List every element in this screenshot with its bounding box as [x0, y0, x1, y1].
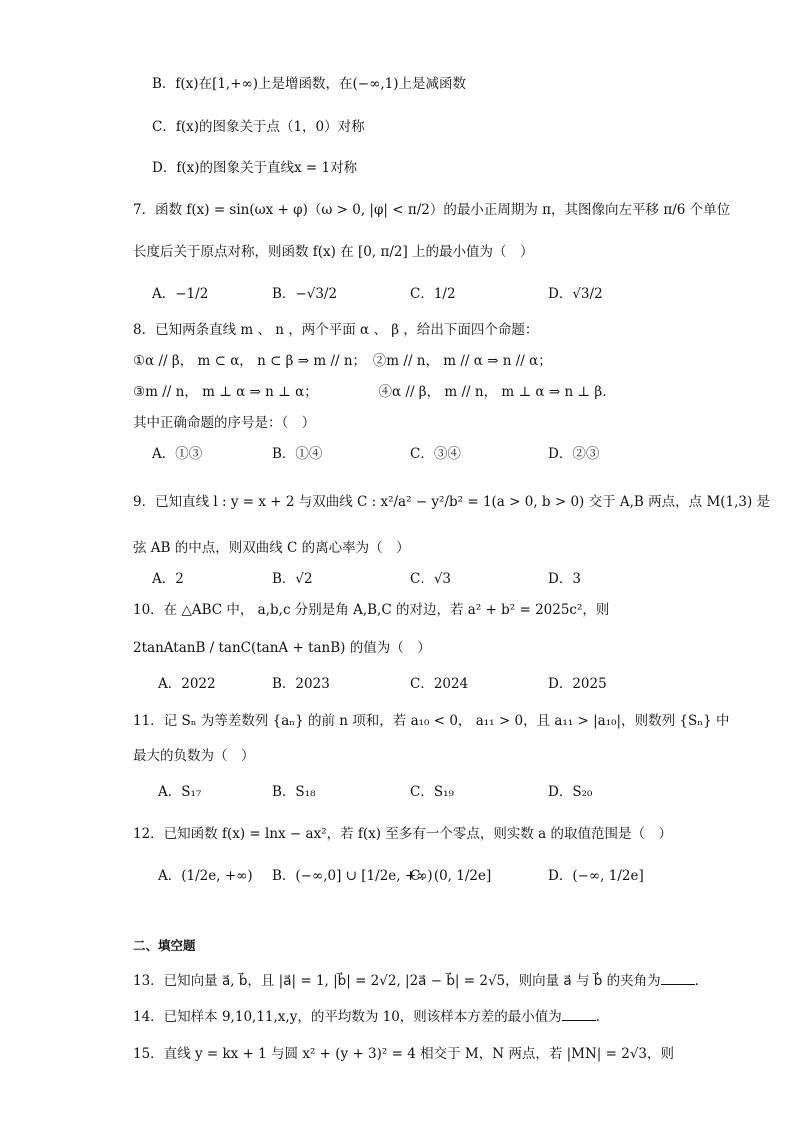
option-a: A．(1/2e, +∞): [158, 868, 253, 884]
option-a: A．①③: [152, 446, 203, 462]
option-d: D．3: [548, 571, 581, 587]
option-b: B．2023: [272, 676, 330, 692]
question-7-line-2: 长度后关于原点对称，则函数 f(x) 在 [0, π/2] 上的最小值为（ ）: [133, 244, 534, 260]
question-13: [133, 969, 708, 989]
question-15: [133, 1042, 674, 1062]
section-title: 二、填空题: [133, 938, 196, 953]
option-b: B．S₁₈: [272, 784, 316, 800]
question-11-line-1: 11．记 Sₙ 为等差数列 {aₙ} 的前 n 项和，若 a₁₀ < 0， a₁₁ > 0，且 a₁₁ > |a₁₀|，则数列 {Sₙ} 中: [133, 713, 730, 729]
option-d: D．②③: [548, 446, 600, 462]
question-11-line-2: 最大的负数为（ ）: [133, 748, 255, 764]
question-7-line-1: 7．函数 f(x) = sin(ωx + φ)（ω > 0, |φ| < π/2）的最小正周期为 π，其图像向左平移 π/6 个单位: [133, 202, 731, 218]
option-d: D．S₂₀: [548, 784, 593, 800]
option-c: C．③④: [410, 446, 461, 462]
option-a: A．S₁₇: [158, 784, 202, 800]
option-b: B．①④: [272, 446, 323, 462]
option-a: A．2: [152, 571, 184, 587]
question-14: [133, 1005, 609, 1025]
option-b: B．(−∞,0] ∪ [1/2e, +∞): [272, 868, 433, 884]
question-8-line-1: 8．已知两条直线 m 、 n ，两个平面 α 、 β ，给出下面四个命题：: [133, 322, 539, 338]
option-b: B．√2: [272, 571, 313, 587]
question-9-line-1: 9．已知直线 l : y = x + 2 与双曲线 C : x²/a² − y²/b² = 1(a > 0, b > 0) 交于 A,B 两点，点 M(1,3) 是: [133, 494, 771, 510]
answer-blank[interactable]: [562, 1008, 596, 1021]
option-c: C．S₁₉: [410, 784, 454, 800]
question-10-line-1: 10．在 △ABC 中， a,b,c 分别是角 A,B,C 的对边，若 a² + b² = 2025c²，则: [133, 602, 610, 618]
question-9-line-2: 弦 AB 的中点，则双曲线 C 的离心率为（ ）: [133, 540, 410, 556]
question-10-line-2: 2tanAtanB / tanC(tanA + tanB) 的值为（ ）: [133, 640, 431, 656]
option-b: B．−√3/2: [272, 286, 338, 302]
option-d: D．√3/2: [548, 286, 603, 302]
question-12-line-1: 12．已知函数 f(x) = lnx − ax²，若 f(x) 至多有一个零点，则实数 a 的取值范围是（ ）: [133, 826, 672, 842]
option-a: A．2022: [158, 676, 216, 692]
question-13-text: 13．已知向量 a⃗, b⃗，且 |a⃗| = 1, |b⃗| = 2√2, |2a⃗ − b⃗| = 2√5，则向量 a⃗ 与 b⃗ 的夹角为: [133, 973, 661, 989]
option-d: D．(−∞, 1/2e]: [548, 868, 644, 884]
option-a: A．−1/2: [152, 286, 209, 302]
answer-blank[interactable]: [661, 972, 695, 985]
question-15-text: 15．直线 y = kx + 1 与圆 x² + (y + 3)² = 4 相交于 M，N 两点，若 |MN| = 2√3，则: [133, 1046, 675, 1062]
option-line: C．f(x)的图象关于点（1，0）对称: [152, 119, 365, 135]
option-line: B．f(x)在[1,+∞)上是增函数，在(−∞,1)上是减函数: [152, 76, 467, 92]
question-8-line-4: 其中正确命题的序号是：（ ）: [133, 415, 316, 431]
option-c: C．√3: [410, 571, 452, 587]
option-c: C．(0, 1/2e]: [410, 868, 492, 884]
question-13-tail: ．: [694, 973, 709, 989]
option-c: C．1/2: [410, 286, 456, 302]
question-14-text: 14．已知样本 9,10,11,x,y，的平均数为 10，则该样本方差的最小值为: [133, 1009, 562, 1025]
question-8-line-3: ③m // n， m ⊥ α ⇒ n ⊥ α； ④α // β， m // n， m ⊥ α ⇒ n ⊥ β.: [133, 384, 607, 400]
question-14-tail: ．: [595, 1009, 610, 1025]
option-d: D．2025: [548, 676, 607, 692]
question-8-line-2: ①α // β， m ⊂ α， n ⊂ β ⇒ m // n； ②m // n， m // α ⇒ n // α；: [133, 353, 552, 369]
option-line: D．f(x)的图象关于直线x = 1对称: [152, 160, 358, 176]
option-c: C．2024: [410, 676, 469, 692]
